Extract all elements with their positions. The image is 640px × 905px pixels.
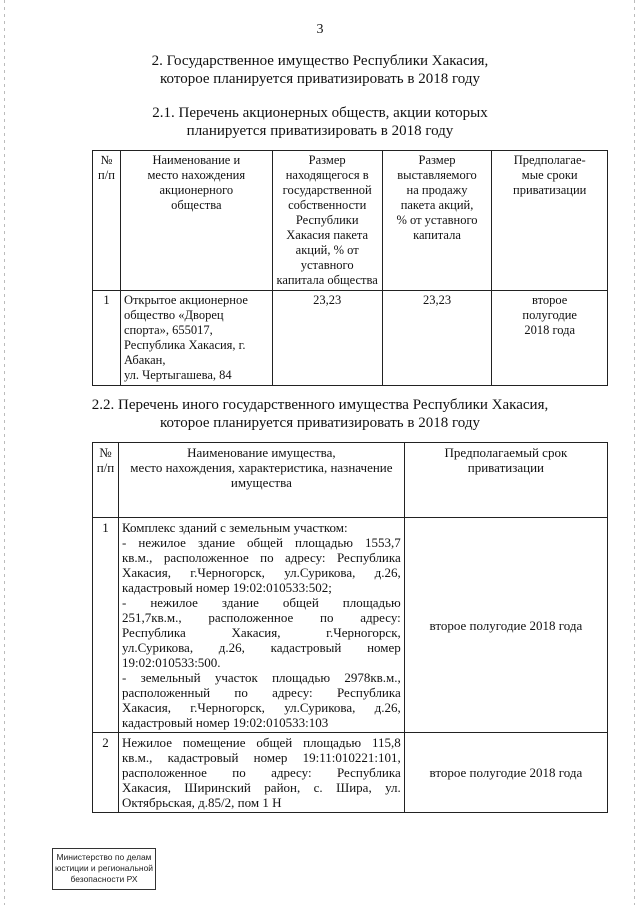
section-2-line-2: которое планируется приватизировать в 2018 году	[160, 71, 480, 87]
section-2-2-line-2: которое планируется приватизировать в 2018 году	[160, 415, 480, 431]
table-row	[93, 518, 608, 733]
section-2-2-line-1: 2.2. Перечень иного государственного имущества Республики Хакасия,	[91, 397, 549, 413]
section-2-1-line-1: 2.1. Перечень акционерных обществ, акции которых	[152, 105, 488, 121]
row-num: 2	[93, 733, 119, 813]
section-2-heading	[0, 52, 640, 88]
section-2-1-heading	[0, 104, 640, 140]
table-row	[93, 291, 608, 386]
row-description: Комплекс зданий с земельным участком: - нежилое здание общей площадью 1553,7 кв.м., расположенное по адресу: Республика Хакасия, г.Черногорск, ул.Сурикова, д.26, кадастровый номер 19:02:010533:502; - нежилое здание общей площадью 251,7кв.м., расположенное по адресу: Республика Хакасия, г.Черногорск, ул.Сурикова, д.26, кадастровый номер 19:02:010533:500. - земельный участок площадью 2978кв.м., расположенный по адресу: Республика Хакасия, г.Черногорск, ул.Сурикова, д.26, кадастровый номер 19:02:010533:103	[118, 518, 404, 733]
other-property-table	[92, 442, 608, 813]
table-header-row	[93, 151, 608, 291]
header-state-share: Размер находящегося в государственной собственности Республики Хакасия пакета акций, % от уставного капитала общества	[272, 151, 382, 291]
row-state-share: 23,23	[272, 291, 382, 386]
row-num: 1	[93, 291, 121, 386]
section-2-line-1: 2. Государственное имущество Республики Хакасия,	[151, 53, 489, 69]
section-2-1-line-2: планируется приватизировать в 2018 году	[186, 123, 454, 139]
header-term: Предполагае- мые сроки приватизации	[492, 151, 608, 291]
row-sale-share: 23,23	[382, 291, 492, 386]
row-name: Открытое акционерное общество «Дворец спорта», 655017, Республика Хакасия, г. Абакан, ул. Чертыгашева, 84	[120, 291, 272, 386]
header-property: Наименование имущества, место нахождения, характеристика, назначение имущества	[118, 443, 404, 518]
page-number: 3	[316, 22, 324, 37]
row-term: второе полугодие 2018 года	[404, 733, 607, 813]
header-sale-share: Размер выставляемого на продажу пакета акций, % от уставного капитала	[382, 151, 492, 291]
header-term: Предполагаемый срок приватизации	[404, 443, 607, 518]
row-description: Нежилое помещение общей площадью 115,8 кв.м., кадастровый номер 19:11:010221:101, расположенное по адресу: Республика Хакасия, Ширинский район, с. Шира, ул. Октябрьская, д.85/2, пом 1 Н	[118, 733, 404, 813]
header-num: № п/п	[93, 151, 121, 291]
header-name: Наименование и место нахождения акционерного общества	[120, 151, 272, 291]
registration-stamp: Министерство по делам юстиции и региональной безопасности РХ	[52, 848, 156, 890]
row-term: второе полугодие 2018 года	[404, 518, 607, 733]
row-num: 1	[93, 518, 119, 733]
joint-stock-table	[92, 150, 608, 386]
section-2-2-heading	[0, 396, 640, 432]
row-term: второе полугодие 2018 года	[492, 291, 608, 386]
header-num: № п/п	[93, 443, 119, 518]
table-header-row	[93, 443, 608, 518]
table-row	[93, 733, 608, 813]
